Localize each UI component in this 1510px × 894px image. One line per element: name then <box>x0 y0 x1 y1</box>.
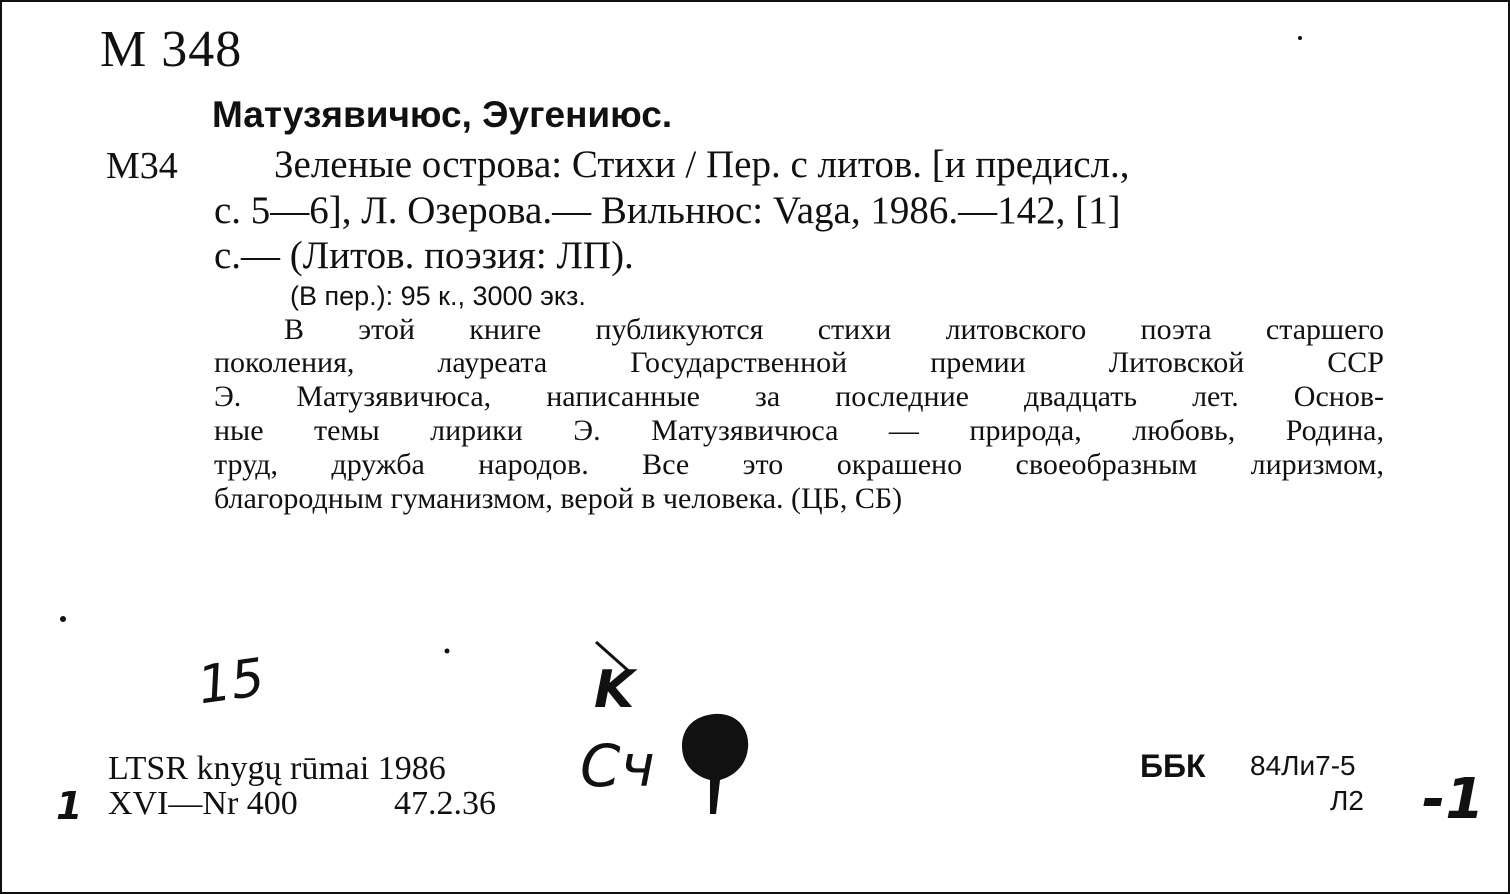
annotation-line-5: труд, дружба народов. Все это окрашено своеобразным лиризмом, <box>214 448 1384 481</box>
imprint-code: 47.2.36 <box>394 785 496 822</box>
annotation-line-2: поколения, лауреата Государственной премии Литовской ССР <box>214 346 1384 379</box>
annotation-line-6: благородным гуманизмом, верой в человека. (ЦБ, СБ) <box>214 482 903 515</box>
price-line: (В пер.): 95 к., 3000 экз. <box>290 281 586 311</box>
bbk-author-mark: Л2 <box>1330 785 1364 816</box>
bbk-code: 84Ли7-5 <box>1250 750 1356 781</box>
imprint-line-1: LTSR knygų rūmai 1986 <box>108 750 446 787</box>
cutter-mark: М34 <box>106 145 178 187</box>
description-line-3: с.— (Литов. поэзия: ЛП). <box>214 234 634 277</box>
annotation-line-1: В этой книге публикуются стихи литовского поэта старшего <box>284 313 1384 346</box>
handwritten-letters: Сч <box>580 732 655 800</box>
annotation-line-3: Э. Матузявичюса, написанные за последние двадцать лет. Основ- <box>214 380 1384 413</box>
ink-dot <box>1296 34 1304 42</box>
ink-blot <box>676 710 756 820</box>
call-number: М 348 <box>100 21 243 78</box>
pen-stroke <box>592 638 642 678</box>
annotation-line-4: ные темы лирики Э. Матузявичюса — природа, любовь, Родина, <box>214 414 1384 447</box>
handwritten-margin-mark: 1 <box>56 784 83 828</box>
handwritten-right-mark: -1 <box>1422 767 1485 832</box>
author-heading: Матузявичюс, Эугениюс. <box>212 94 673 135</box>
ink-dot <box>442 646 452 656</box>
ink-dot <box>58 614 68 624</box>
description-line-2: с. 5—6], Л. Озерова.— Вильнюс: Vaga, 1986.—142, [1] <box>214 189 1121 232</box>
description-line-1: Зеленые острова: Стихи / Пер. с литов. [и предисл., <box>274 143 1130 186</box>
handwritten-number: 15 <box>194 647 269 717</box>
handwritten-letter-k: K <box>594 660 635 720</box>
bbk-label: ББК <box>1140 748 1206 784</box>
imprint-line-2: XVI—Nr 400 <box>108 785 298 822</box>
